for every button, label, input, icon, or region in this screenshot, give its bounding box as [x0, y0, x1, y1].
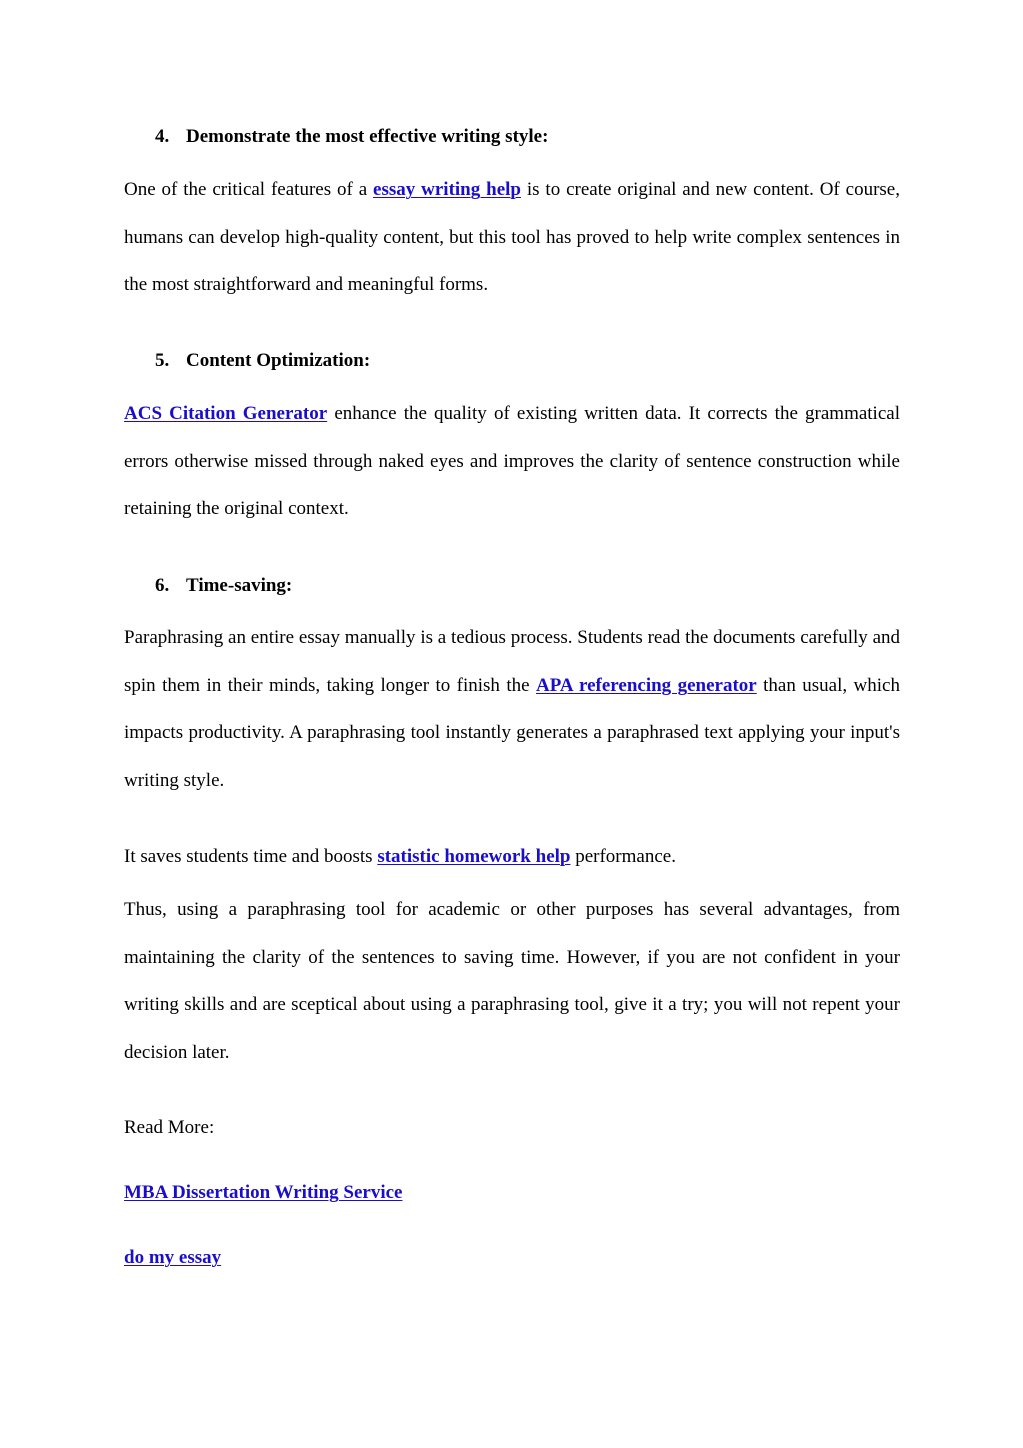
section-5-paragraph	[124, 390, 900, 533]
section-number: 4.	[155, 126, 170, 147]
paragraph-text: is to create original and new content. Of course, humans can develop high-quality content, but this tool has proved to help write complex sentences in the most straightforward and meaningful forms.	[124, 179, 900, 295]
read-more-link-item	[124, 1181, 402, 1205]
section-heading-6	[155, 574, 292, 598]
section-title: Time-saving:	[186, 575, 293, 596]
paragraph-text: enhance the quality of existing written data. It corrects the grammatical errors otherwise missed through naked eyes and improves the clarity of sentence construction while retaining the original context.	[124, 403, 900, 519]
statistic-homework-help-link[interactable]: statistic homework help	[377, 846, 571, 867]
acs-citation-generator-link[interactable]: ACS Citation Generator	[124, 403, 328, 424]
paragraph-text: It saves students time and boosts	[124, 846, 378, 867]
do-my-essay-link[interactable]: do my essay	[124, 1247, 222, 1268]
section-number: 5.	[155, 350, 170, 371]
section-heading-5	[155, 349, 370, 373]
section-6-paragraph	[124, 614, 900, 804]
read-more-label: Read More:	[124, 1117, 215, 1138]
section-heading-4	[155, 125, 548, 149]
paragraph-text: One of the critical features of a	[124, 179, 374, 200]
saves-paragraph	[124, 845, 676, 869]
paragraph-text: Paraphrasing an entire essay manually is a tedious process. Students read the documents carefully and spin them in their minds, taking longer to finish the	[124, 627, 900, 696]
section-number: 6.	[155, 575, 170, 596]
read-more-link-item	[124, 1246, 221, 1270]
apa-referencing-generator-link[interactable]: APA referencing generator	[536, 674, 757, 696]
section-4-paragraph	[124, 166, 900, 309]
section-title: Content Optimization:	[186, 350, 371, 371]
mba-dissertation-writing-service-link[interactable]: MBA Dissertation Writing Service	[124, 1182, 403, 1203]
conclusion-paragraph: Thus, using a paraphrasing tool for academic or other purposes has several advantages, from maintaining the clarity of the sentences to saving time. However, if you are not confident in your writing skills and are sceptical about using a paraphrasing tool, give it a try; you will not repent your decision later.	[124, 899, 900, 1063]
section-title: Demonstrate the most effective writing style:	[186, 126, 549, 147]
paragraph-text: performance.	[570, 846, 676, 867]
paragraph-text: than usual, which impacts productivity. A paraphrasing tool instantly generates a paraphrased text applying your input's writing style.	[124, 674, 900, 791]
essay-writing-help-link[interactable]: essay writing help	[373, 179, 521, 200]
